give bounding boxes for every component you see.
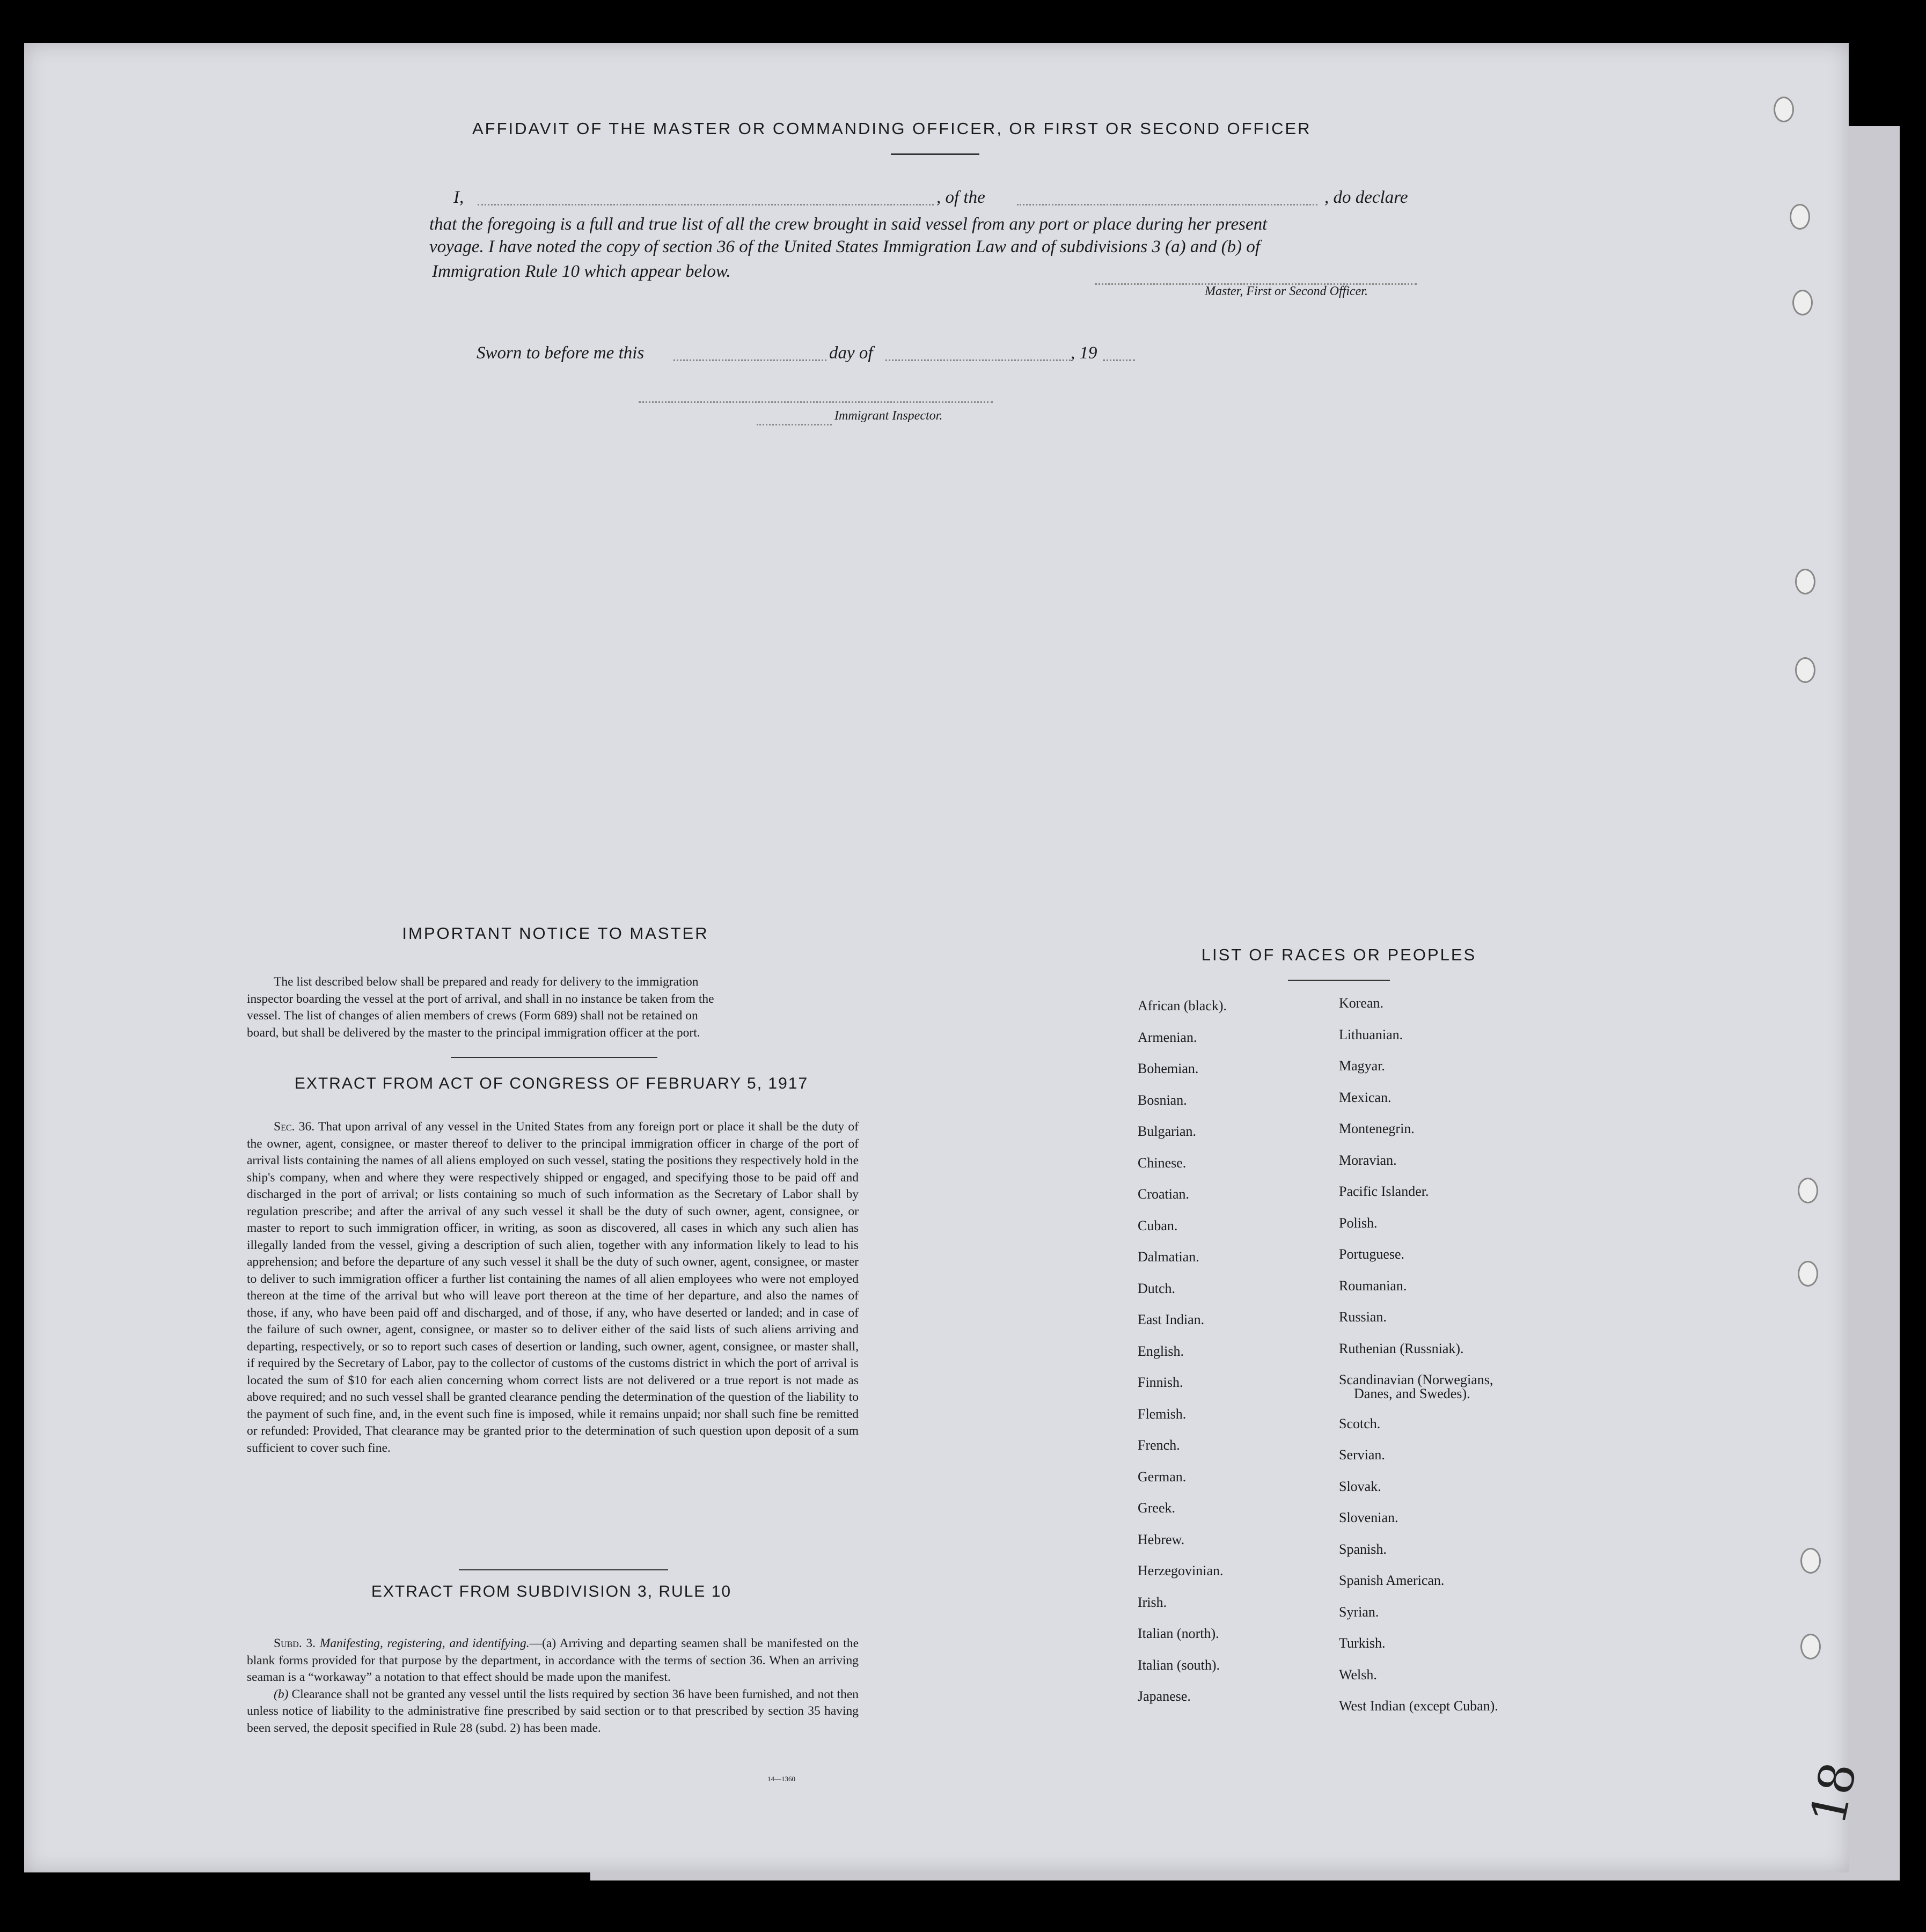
- name-blank: [478, 204, 934, 205]
- race-item: Polish.: [1339, 1215, 1378, 1231]
- punch-hole: [1800, 1634, 1821, 1659]
- punch-hole: [1798, 1261, 1818, 1287]
- punch-hole: [1790, 204, 1810, 230]
- race-item: Italian (north).: [1138, 1626, 1219, 1641]
- race-item: Korean.: [1339, 995, 1384, 1011]
- race-item: Montenegrin.: [1339, 1121, 1415, 1136]
- race-item: Welsh.: [1339, 1666, 1377, 1683]
- race-item: Armenian.: [1138, 1029, 1197, 1045]
- race-item: Mexican.: [1339, 1089, 1392, 1105]
- notice-title: IMPORTANT NOTICE TO MASTER: [402, 924, 709, 943]
- punch-hole: [1792, 290, 1813, 315]
- affidavit-text-line: Immigration Rule 10 which appear below.: [432, 262, 731, 281]
- race-item: Ruthenian (Russniak).: [1339, 1340, 1464, 1356]
- race-item: Pacific Islander.: [1339, 1184, 1429, 1199]
- section-divider: [459, 1569, 668, 1570]
- notice-body: [247, 974, 856, 1041]
- notice-line: The list described below shall be prepared and ready for delivery to the immigration: [274, 975, 699, 989]
- race-item: Hebrew.: [1138, 1531, 1185, 1547]
- race-item: Bohemian.: [1138, 1061, 1199, 1076]
- vessel-blank: [1017, 204, 1317, 205]
- signature-caption: Master, First or Second Officer.: [1205, 284, 1368, 298]
- race-item: Bosnian.: [1138, 1092, 1187, 1108]
- race-item: Finnish.: [1138, 1375, 1183, 1390]
- notice-line: inspector boarding the vessel at the port of arrival, and shall in no instance be taken from the: [247, 991, 714, 1006]
- subd-label: Subd. 3.: [274, 1636, 316, 1650]
- race-item: Lithuanian.: [1339, 1026, 1403, 1042]
- sworn-prefix: Sworn to before me this: [477, 343, 645, 363]
- race-item: Cuban.: [1138, 1217, 1178, 1233]
- race-item: Roumanian.: [1339, 1277, 1407, 1294]
- race-item: Japanese.: [1138, 1688, 1191, 1704]
- inspector-signature-blank: [757, 424, 832, 425]
- race-item: Moravian.: [1339, 1152, 1397, 1168]
- title-underline: [891, 153, 979, 155]
- act-extract-body: [247, 1119, 859, 1457]
- handwritten-page-number: 18: [1800, 1757, 1868, 1830]
- notice-line: vessel. The list of changes of alien members of crews (Form 689) shall not be retained on: [247, 1009, 698, 1023]
- race-item: Slovenian.: [1339, 1510, 1398, 1526]
- race-item: Italian (south).: [1138, 1657, 1220, 1673]
- affidavit-do-declare-label: , do declare: [1324, 188, 1408, 207]
- inspector-signature-blank: [639, 401, 993, 403]
- race-item: Greek.: [1138, 1500, 1176, 1516]
- sworn-month-blank: [885, 359, 1071, 361]
- inspector-caption: Immigrant Inspector.: [834, 409, 943, 423]
- races-left-column: [1138, 998, 1309, 1717]
- race-item: Chinese.: [1138, 1155, 1187, 1171]
- sec-36-text: That upon arrival of any vessel in the United States from any foreign port or place it shall be the duty of the owner, agent, consignee, or master thereof to deliver to the principal immigration officer in charge of the port of arrival lists containing the names of all aliens employed on such vessel, stating the positions they respectively hold in the ship's company, when and where they were respectively shipped or engaged, and specifying those to be paid off and discharged in the port of arrival; or lists containing so much of such information as the Secretary of Labor shall by regulation prescribe; and after the arrival of any such vessel it shall be the duty of such owner, agent, consignee, or master to report to such immigration officer, in writing, as soon as discovered, all cases in which any such alien has illegally landed from the vessel, giving a description of such alien, together with any information likely to lead to his apprehension; and before the departure of any such vessel it shall be the duty of such owner, agent, consignee, or master to deliver to such immigration officer a further list containing the names of all alien employees who were not employed thereon at the time of the arrival but who will leave port thereon at the time of her departure, and also the names of those, if any, who have been paid off and discharged, and of those, if any, who have deserted or landed; and in case of the failure of such owner, agent, consignee, or master so to deliver either of the said lists of such aliens arriving and departing, respectively, or so to report such cases of desertion or landing, such owner, agent, consignee, or master shall, if required by the Secretary of Labor, pay to the collector of customs of the customs district in which the port of arrival is located the sum of $10 for each alien concerning whom correct lists are not delivered or a true report is not made as above required; and no such vessel shall be granted clearance pending the determination of the question of the liability to the payment of such fine, and, in the event such fine is imposed, while it remains unpaid; nor shall such fine be remitted or refunded: Provided, That clearance may be granted prior to the determination of such question upon deposit of a sum sufficient to cover such fine.: [247, 1120, 859, 1455]
- affidavit-i-label: I,: [453, 188, 464, 207]
- race-item: Bulgarian.: [1138, 1123, 1197, 1139]
- race-item: Croatian.: [1138, 1186, 1190, 1202]
- race-item: Syrian.: [1339, 1604, 1379, 1620]
- sworn-day-of: day of: [829, 343, 873, 363]
- race-item: Irish.: [1138, 1594, 1167, 1610]
- act-extract-title: EXTRACT FROM ACT OF CONGRESS OF FEBRUARY 5, 1917: [294, 1075, 809, 1092]
- race-item: Spanish.: [1339, 1541, 1387, 1557]
- race-item: Servian.: [1339, 1447, 1385, 1463]
- race-item: Dutch.: [1138, 1280, 1176, 1296]
- para-b-label: (b): [274, 1687, 289, 1701]
- affidavit-text-line: voyage. I have noted the copy of section 36 of the United States Immigration Law and of subdivisions 3 (a) and (b) of: [429, 237, 1261, 256]
- race-item: African (black).: [1138, 998, 1227, 1013]
- races-right-column: [1339, 995, 1597, 1714]
- races-title: LIST OF RACES OR PEOPLES: [1201, 945, 1477, 964]
- race-item: Portuguese.: [1339, 1246, 1405, 1262]
- race-item: Scotch.: [1339, 1415, 1381, 1431]
- punch-hole: [1798, 1178, 1818, 1203]
- section-divider: [451, 1057, 657, 1058]
- race-item: Russian.: [1339, 1309, 1387, 1325]
- race-item: Dalmatian.: [1138, 1249, 1199, 1265]
- punch-hole: [1795, 657, 1815, 683]
- para-a: —(a) Arriving and departing seamen shall be manifested on the blank forms provided for that purpose by the department, in accordance with the terms of section 36. When an arriving seaman is a “workaway” a notation to that effect should be made upon the manifest.: [247, 1636, 859, 1684]
- race-item: East Indian.: [1138, 1312, 1205, 1327]
- race-item: Turkish.: [1339, 1635, 1386, 1651]
- race-item: Magyar.: [1339, 1058, 1385, 1074]
- sworn-year-blank: [1103, 359, 1135, 361]
- affidavit-text-line: that the foregoing is a full and true list of all the crew brought in said vessel from any port or place during her present: [429, 215, 1268, 234]
- punch-hole: [1795, 569, 1815, 594]
- races-title-underline: [1288, 980, 1390, 981]
- sec-label: Sec. 36.: [274, 1120, 315, 1134]
- race-item: Scandinavian (Norwegians,: [1339, 1372, 1493, 1387]
- affidavit-of-the-label: , of the: [936, 188, 985, 207]
- race-item: English.: [1138, 1343, 1184, 1359]
- race-item: French.: [1138, 1437, 1180, 1453]
- race-item: Herzegovinian.: [1138, 1563, 1224, 1578]
- race-item: German.: [1138, 1468, 1187, 1485]
- race-item: Danes, and Swedes).: [1354, 1386, 1470, 1402]
- race-item: Slovak.: [1339, 1478, 1381, 1494]
- sworn-year: , 19: [1071, 343, 1097, 363]
- punch-hole: [1800, 1548, 1821, 1574]
- race-item: Flemish.: [1138, 1406, 1187, 1422]
- rule-extract-body: [247, 1635, 859, 1737]
- notice-line: board, but shall be delivered by the master to the principal immigration officer at the port.: [247, 1025, 700, 1040]
- sworn-day-blank: [673, 359, 826, 361]
- affidavit-title: AFFIDAVIT OF THE MASTER OR COMMANDING OFFICER, OR FIRST OR SECOND OFFICER: [472, 119, 1312, 138]
- subd-heading: Manifesting, registering, and identifying.: [319, 1636, 530, 1650]
- form-number: 14—1360: [767, 1775, 795, 1783]
- race-item: West Indian (except Cuban).: [1339, 1698, 1498, 1714]
- para-b: Clearance shall not be granted any vessel until the lists required by section 36 have been furnished, and not then unless notice of liability to the administrative fine prescribed by said section or to that prescribed by section 35 having been served, the deposit specified in Rule 28 (subd. 2) has been made.: [247, 1687, 859, 1735]
- punch-hole: [1774, 97, 1794, 122]
- race-item: Spanish American.: [1339, 1573, 1445, 1589]
- rule-extract-title: EXTRACT FROM SUBDIVISION 3, RULE 10: [371, 1583, 732, 1600]
